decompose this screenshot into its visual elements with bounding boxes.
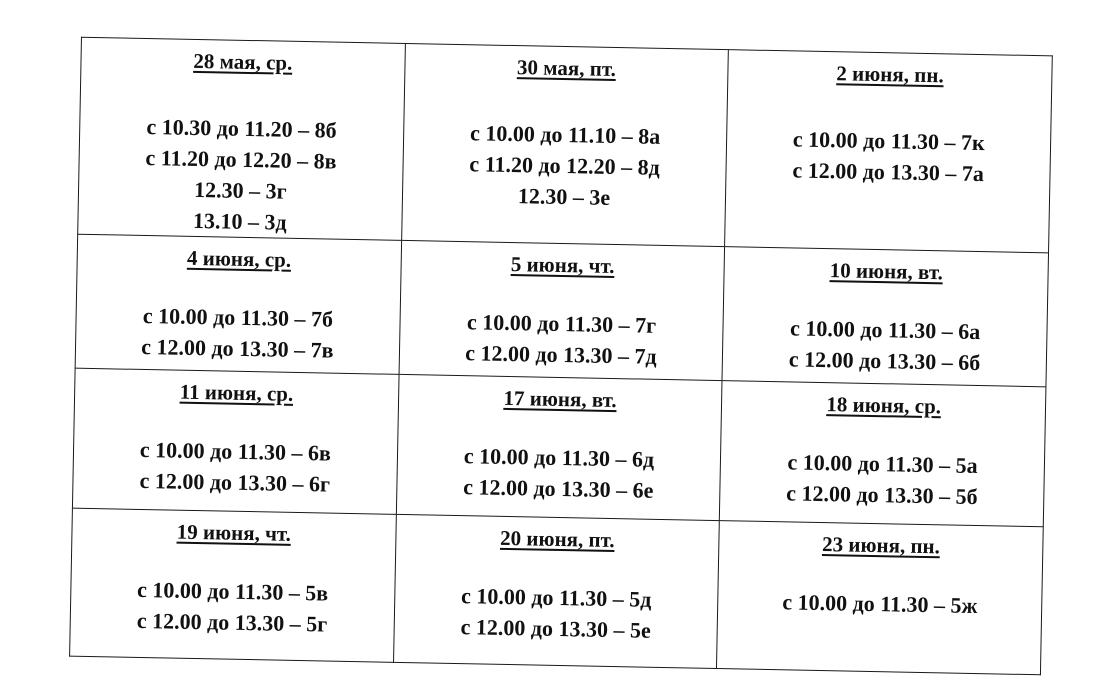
time-slot: с 12.00 до 13.30 – 7д bbox=[464, 340, 657, 369]
time-slot-list bbox=[720, 445, 1044, 513]
day-heading: 28 мая, ср. bbox=[193, 48, 293, 75]
time-slot: 12.30 – 3г bbox=[193, 176, 287, 204]
schedule-table bbox=[69, 37, 1053, 676]
time-slot-list bbox=[397, 439, 721, 507]
day-heading: 19 июня, чт. bbox=[176, 519, 292, 546]
time-slot: с 10.00 до 11.30 – 7б bbox=[142, 302, 334, 332]
time-slot-list bbox=[399, 305, 723, 373]
time-slot: с 12.00 до 13.30 – 7в bbox=[140, 333, 334, 363]
time-slot-list bbox=[78, 110, 403, 240]
schedule-row bbox=[70, 508, 1044, 675]
time-slot: с 12.00 до 13.30 – 5г bbox=[136, 607, 328, 637]
time-slot: с 10.00 до 11.30 – 5в bbox=[136, 576, 329, 606]
schedule-cell bbox=[78, 37, 405, 240]
time-slot-list bbox=[71, 573, 395, 641]
schedule-cell bbox=[75, 234, 401, 374]
time-slot-list bbox=[727, 122, 1051, 190]
day-heading: 17 июня, вт. bbox=[503, 385, 617, 413]
time-slot: с 10.00 до 11.30 – 5ж bbox=[782, 589, 978, 619]
time-slot: с 12.00 до 13.30 – 6б bbox=[788, 346, 981, 376]
schedule-row bbox=[75, 234, 1048, 387]
schedule-cell bbox=[399, 240, 725, 380]
schedule-cell bbox=[396, 374, 722, 520]
time-slot: 12.30 – 3е bbox=[517, 183, 611, 210]
schedule-row bbox=[72, 368, 1046, 527]
schedule-cell bbox=[717, 521, 1043, 675]
day-heading: 11 июня, ср. bbox=[179, 379, 294, 406]
day-heading: 10 июня, вт. bbox=[829, 258, 944, 285]
time-slot: с 12.00 до 13.30 – 5б bbox=[786, 480, 978, 510]
schedule-cell bbox=[72, 368, 398, 514]
time-slot: с 11.20 до 12.20 – 8в bbox=[145, 144, 337, 174]
time-slot-list bbox=[723, 311, 1047, 379]
time-slot-list bbox=[394, 579, 718, 647]
time-slot: с 10.00 до 11.30 – 5а bbox=[787, 449, 978, 479]
time-slot-list bbox=[73, 433, 397, 501]
time-slot-list bbox=[718, 585, 1041, 622]
time-slot: с 12.00 до 13.30 – 6е bbox=[463, 474, 654, 503]
schedule-row bbox=[78, 37, 1053, 253]
day-heading: 18 июня, ср. bbox=[826, 392, 942, 419]
day-heading: 4 июня, ср. bbox=[186, 245, 292, 272]
time-slot: с 12.00 до 13.30 – 6г bbox=[139, 467, 331, 497]
day-heading: 23 июня, пн. bbox=[821, 532, 941, 559]
time-slot: с 10.00 до 11.30 – 6а bbox=[789, 315, 981, 345]
schedule-cell bbox=[70, 508, 396, 662]
schedule-cell bbox=[393, 514, 719, 668]
time-slot: с 11.20 до 12.20 – 8д bbox=[469, 151, 660, 180]
day-heading: 5 июня, чт. bbox=[510, 252, 615, 279]
day-heading: 20 июня, пт. bbox=[499, 525, 615, 553]
schedule-cell bbox=[720, 381, 1046, 527]
time-slot: с 10.00 до 11.30 – 6в bbox=[139, 436, 332, 466]
schedule-cell bbox=[722, 247, 1048, 387]
time-slot: 13.10 – 3д bbox=[192, 207, 287, 235]
time-slot: с 10.30 до 11.20 – 8б bbox=[146, 114, 337, 143]
time-slot: с 10.00 до 11.30 – 7г bbox=[466, 309, 657, 338]
day-heading: 2 июня, пн. bbox=[836, 61, 944, 88]
time-slot: с 10.00 до 11.30 – 6д bbox=[463, 443, 655, 472]
time-slot: с 10.00 до 11.30 – 7к bbox=[792, 126, 985, 156]
time-slot: с 10.00 до 11.10 – 8а bbox=[469, 120, 661, 149]
time-slot-list bbox=[76, 299, 400, 367]
schedule-sheet bbox=[69, 37, 1053, 670]
time-slot-list bbox=[402, 116, 726, 215]
time-slot: с 12.00 до 13.30 – 5е bbox=[460, 614, 651, 643]
schedule-cell bbox=[725, 50, 1052, 253]
day-heading: 30 мая, пт. bbox=[516, 55, 617, 81]
time-slot: с 10.00 до 11.30 – 5д bbox=[460, 583, 652, 612]
time-slot: с 12.00 до 13.30 – 7а bbox=[792, 157, 985, 187]
schedule-cell bbox=[401, 43, 728, 246]
